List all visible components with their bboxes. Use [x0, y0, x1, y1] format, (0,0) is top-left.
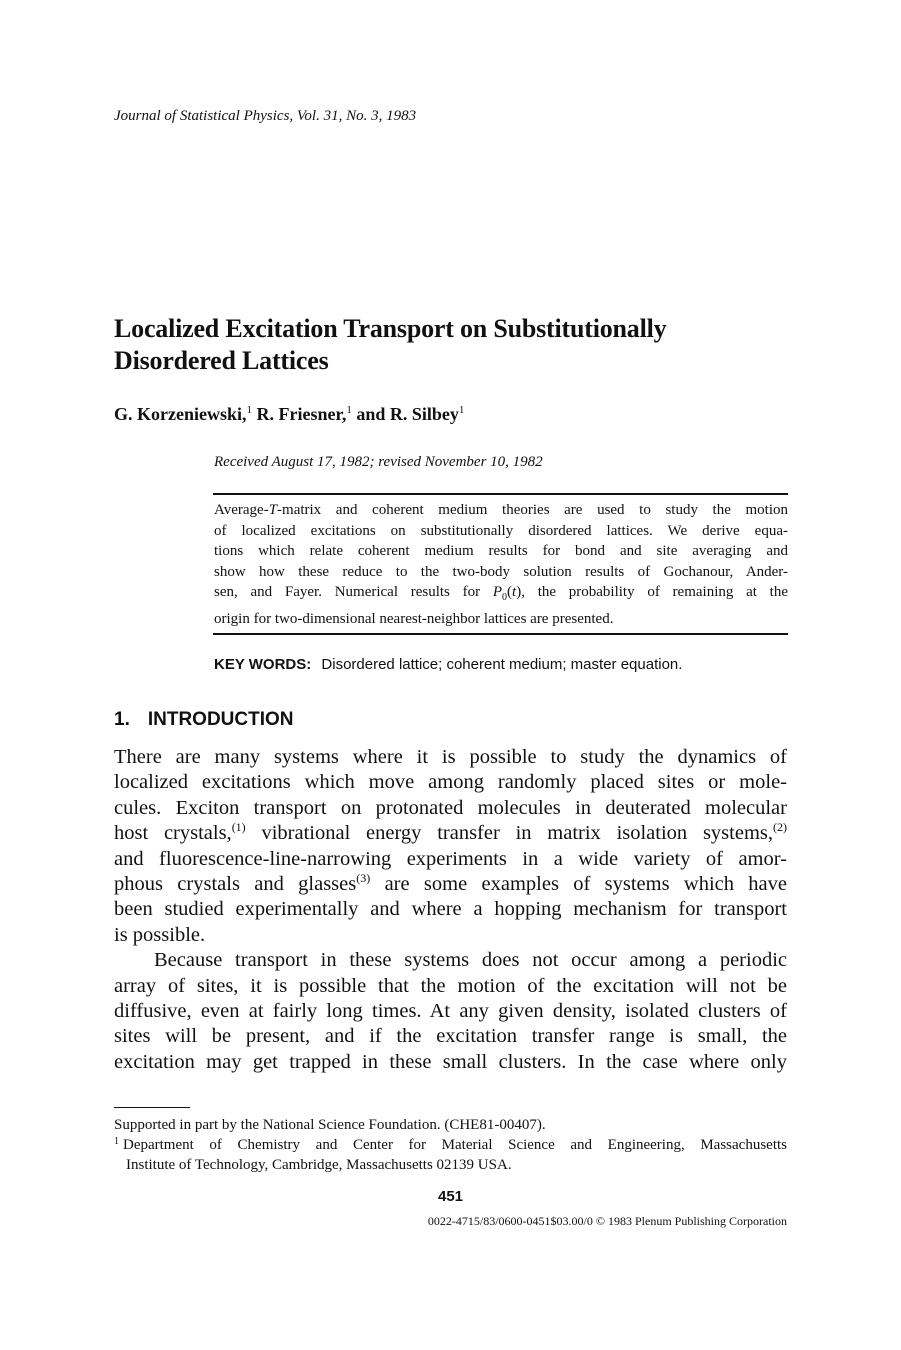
abstract-line: origin for two-dimensional nearest-neighbor lattices are presented. [214, 610, 614, 627]
body-line: phous crystals and glasses$^{(3)}$ are some examples of systems which have [114, 871, 788, 896]
body-line: excitation may get trapped in these small clusters. In the case where only [114, 1050, 787, 1073]
author-conjunction: and [356, 404, 386, 424]
author-name: G. Korzeniewski, [114, 404, 247, 424]
abstract-top-rule [213, 493, 788, 495]
paper-title [114, 313, 814, 377]
author-name: R. Friesner, [256, 404, 347, 424]
journal-citation: Journal of Statistical Physics, Vol. 31, No. 3, 1983 [114, 108, 417, 124]
keywords-label: KEY WORDS: [214, 656, 312, 673]
body-line: localized excitations which move among randomly placed sites or mole- [114, 771, 787, 794]
abstract-line: tions which relate coherent medium results for bond and site averaging and [214, 543, 788, 559]
keywords-text: Disordered lattice; coherent medium; master equation. [321, 656, 683, 673]
body-line: Because transport in these systems does not occur among a periodic [154, 949, 787, 972]
abstract-line: sen, and Fayer. Numerical results for $P_0(t)$, the probability of remaining at the [214, 584, 788, 603]
title-line-2: Disordered Lattices [114, 346, 329, 375]
body-line: There are many systems where it is possible to study the dynamics of [114, 746, 787, 768]
author-affiliation-mark: 1 [346, 404, 352, 416]
body-line: array of sites, it is possible that the motion of the excitation will not be [114, 974, 787, 997]
section-heading [114, 709, 294, 731]
body-line: and fluorescence-line-narrowing experiments in a wide variety of amor- [114, 847, 787, 870]
author-name: R. Silbey [389, 404, 459, 424]
abstract-line: of localized excitations on substitutionally disordered lattices. We derive equa- [214, 522, 788, 539]
footnote-support: Supported in part by the National Science Foundation. (CHE81-00407). [114, 1117, 546, 1133]
abstract-bottom-rule [213, 633, 788, 635]
section-number: 1. [114, 709, 130, 730]
section-title: INTRODUCTION [147, 709, 294, 730]
footnote-1-line [114, 1135, 787, 1155]
footnote-1-mark: 1 [114, 1136, 119, 1147]
abstract-line: Average-T-matrix and coherent medium theories are used to study the motion [214, 502, 788, 518]
footnote-1-text: Department of Chemistry and Center for Material Science and Engineering, Massachusetts [123, 1137, 787, 1153]
body-line: sites will be present, and if the excitation transfer range is small, the [114, 1025, 787, 1048]
body-line: host crystals,$^{(1)}$ vibrational energy transfer in matrix isolation systems,$^{(2)}$ [114, 820, 787, 845]
abstract-line: show how these reduce to the two-body solution results of Gochanour, Ander- [214, 563, 788, 580]
footnotes [114, 1115, 787, 1175]
author-list [114, 404, 464, 425]
author-affiliation-mark: 1 [246, 404, 252, 416]
footnote-1-line-2: Institute of Technology, Cambridge, Massachusetts 02139 USA. [126, 1157, 512, 1173]
body-line: cules. Exciton transport on protonated molecules in deuterated molecular [114, 796, 787, 819]
received-date: Received August 17, 1982; revised November 10, 1982 [214, 454, 543, 470]
footnote-rule [114, 1107, 190, 1108]
author-affiliation-mark: 1 [458, 404, 465, 416]
title-line-1: Localized Excitation Transport on Substitutionally [114, 314, 667, 343]
page-number: 451 [437, 1188, 464, 1205]
body-line: diffusive, even at fairly long times. At any given density, isolated clusters of [114, 1000, 787, 1023]
body-line: is possible. [114, 923, 206, 946]
copyright-line: 0022-4715/83/0600-0451$03.00/0 © 1983 Plenum Publishing Corporation [427, 1214, 787, 1228]
abstract [214, 500, 788, 629]
keywords [214, 656, 682, 673]
body-text [114, 745, 787, 1075]
body-line: been studied experimentally and where a hopping mechanism for transport [114, 898, 787, 921]
